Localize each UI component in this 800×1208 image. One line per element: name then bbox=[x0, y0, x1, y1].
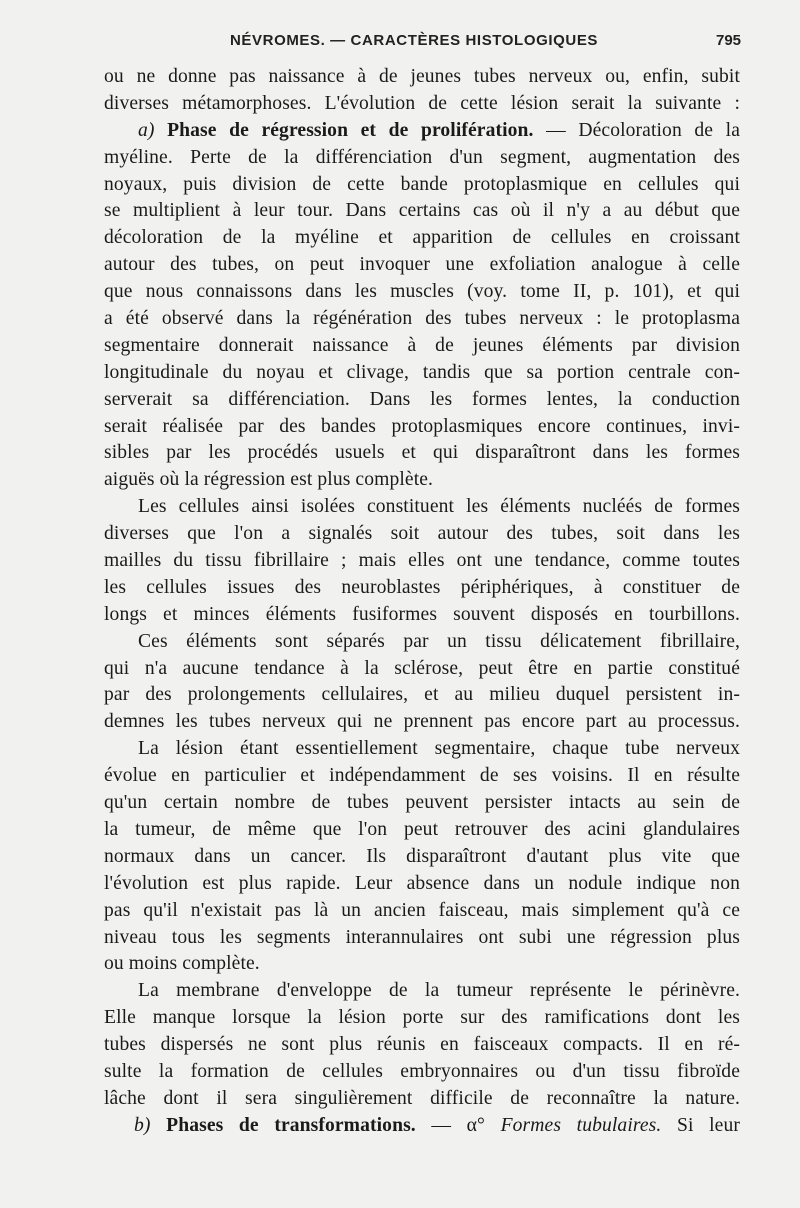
text-line: les cellules issues des neuroblastes périphériques, à constituer de bbox=[104, 576, 740, 598]
text-line: ou moins complète. bbox=[104, 953, 260, 975]
text-line: longs et minces éléments fusiformes souvent disposés en tourbillons. bbox=[104, 603, 740, 625]
text-line: Les cellules ainsi isolées constituent les éléments nucléés de formes bbox=[138, 496, 740, 518]
subsection-title: Formes tubulaires. bbox=[500, 1114, 662, 1136]
text-line: aiguës où la régression est plus complète. bbox=[104, 469, 434, 491]
running-head-title: NÉVROMES. — CARACTÈRES HISTOLOGIQUES bbox=[230, 32, 599, 49]
text-line: demnes les tubes nerveux qui ne prennent pas encore part au processus. bbox=[104, 711, 740, 733]
text-line: serait réalisée par des bandes protoplasmiques encore continues, invi- bbox=[104, 415, 740, 437]
text-line: longitudinale du noyau et clivage, tandis que sa portion centrale con- bbox=[104, 361, 740, 383]
text-line: tubes dispersés ne sont plus réunis en faisceaux compacts. Il en ré- bbox=[104, 1034, 740, 1056]
running-head bbox=[0, 32, 800, 56]
text-line: myéline. Perte de la différenciation d'un segment, augmentation des bbox=[104, 146, 740, 168]
text-line: décoloration de la myéline et apparition de cellules en croissant bbox=[104, 227, 740, 249]
text-line: pas qu'il n'existait pas là un ancien faisceau, mais simplement qu'à ce bbox=[104, 899, 740, 921]
text-line: normaux dans un cancer. Ils disparaîtront d'autant plus vite que bbox=[104, 845, 740, 867]
page-number: 795 bbox=[716, 32, 742, 49]
text-line: l'évolution est plus rapide. Leur absence dans un nodule indique non bbox=[104, 872, 740, 894]
text-line: qui n'a aucune tendance à la sclérose, peut être en partie constitué bbox=[104, 657, 740, 679]
text-line: noyaux, puis division de cette bande protoplasmique en cellules qui bbox=[104, 173, 740, 195]
text-line: diverses que l'on a signalés soit autour des tubes, soit dans les bbox=[104, 523, 740, 545]
text-line: mailles du tissu fibrillaire ; mais elles ont une tendance, comme toutes bbox=[104, 550, 740, 572]
text-run: Si leur bbox=[661, 1114, 740, 1136]
section-heading-b bbox=[104, 1113, 740, 1140]
text-line: la tumeur, de même que l'on peut retrouver des acini glandulaires bbox=[104, 818, 740, 840]
section-heading-a bbox=[104, 118, 740, 145]
text-line: lâche dont il sera singulièrement difficile de reconnaître la nature. bbox=[104, 1087, 740, 1109]
text-line: a été observé dans la régénération des tubes nerveux : le protoplasma bbox=[104, 308, 740, 330]
body-text bbox=[104, 64, 740, 1140]
text-line: par des prolongements cellulaires, et au milieu duquel persistent in- bbox=[104, 684, 740, 706]
text-line: diverses métamorphoses. L'évolution de cette lésion serait la suivante : bbox=[104, 92, 740, 114]
text-line: autour des tubes, on peut invoquer une exfoliation analogue à celle bbox=[104, 254, 740, 276]
item-label: b) bbox=[134, 1114, 167, 1136]
text-line: Elle manque lorsque la lésion porte sur des ramifications dont les bbox=[104, 1007, 740, 1029]
text-line: niveau tous les segments interannulaires ont subi une régression plus bbox=[104, 926, 740, 948]
text-run: — Décoloration de la bbox=[533, 119, 740, 141]
text-line: ou ne donne pas naissance à de jeunes tubes nerveux ou, enfin, subit bbox=[104, 66, 740, 87]
text-line: serverait sa différenciation. Dans les formes lentes, la conduction bbox=[104, 388, 740, 410]
text-line: évolue en particulier et indépendamment de ses voisins. Il en résulte bbox=[104, 765, 740, 787]
text-line: se multiplient à leur tour. Dans certains cas où il n'y a au début que bbox=[104, 200, 740, 222]
section-title: Phases de transformations. bbox=[166, 1114, 416, 1136]
text-line: segmentaire donnerait naissance à de jeunes éléments par division bbox=[104, 334, 740, 356]
text-line: La lésion étant essentiellement segmentaire, chaque tube nerveux bbox=[138, 738, 740, 760]
text-line: sulte la formation de cellules embryonnaires ou d'un tissu fibroïde bbox=[104, 1060, 740, 1082]
text-line: La membrane d'enveloppe de la tumeur représente le périnèvre. bbox=[138, 980, 740, 1002]
text-run: — α° bbox=[415, 1114, 501, 1136]
text-line: Ces éléments sont séparés par un tissu délicatement fibrillaire, bbox=[138, 630, 740, 652]
text-line: sibles par les procédés usuels et qui disparaîtront dans les formes bbox=[104, 442, 740, 464]
section-title: Phase de régression et de prolifération. bbox=[167, 119, 534, 141]
item-label: a) bbox=[138, 119, 168, 141]
text-line: qu'un certain nombre de tubes peuvent persister intacts au sein de bbox=[104, 792, 740, 814]
text-line: que nous connaissons dans les muscles (voy. tome II, p. 101), et qui bbox=[104, 281, 740, 303]
